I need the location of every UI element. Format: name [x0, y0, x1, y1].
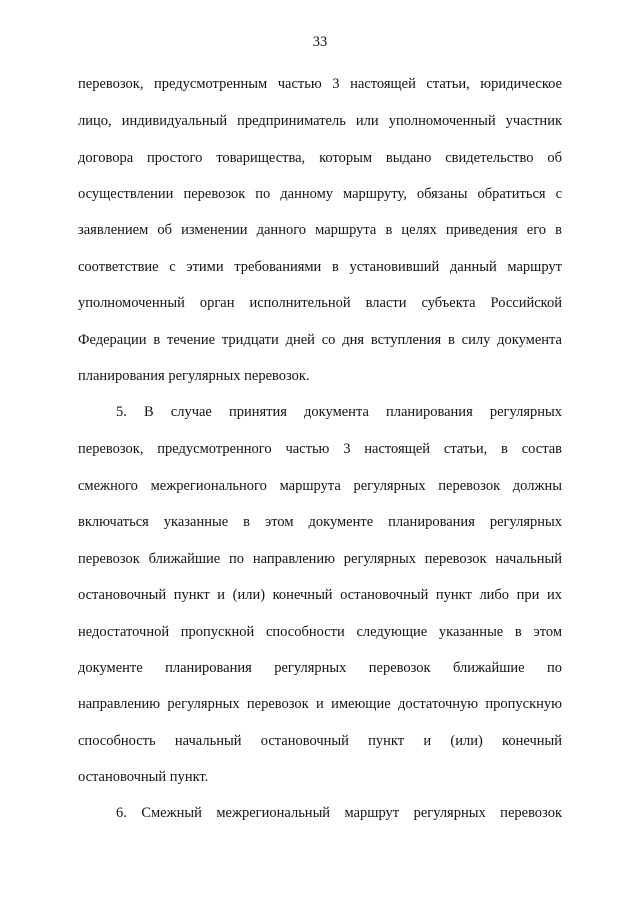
text-line: перевозок ближайшие по направлению регулярных перевозок начальный — [78, 551, 562, 567]
paragraph-5-first-line: 5. В случае принятия документа планирования регулярных — [116, 404, 562, 420]
text-line: остановочный пункт. — [78, 769, 209, 785]
text-line: лицо, индивидуальный предприниматель или уполномоченный участник — [78, 113, 562, 129]
text-line: перевозок, предусмотренного частью 3 настоящей статьи, в состав — [78, 441, 562, 457]
text-line: заявлением об изменении данного маршрута в целях приведения его в — [78, 222, 562, 238]
text-line: договора простого товарищества, которым выдано свидетельство об — [78, 150, 562, 166]
text-line: осуществлении перевозок по данному маршруту, обязаны обратиться с — [78, 186, 562, 202]
text-line: перевозок, предусмотренным частью 3 настоящей статьи, юридическое — [78, 76, 562, 92]
text-line: документе планирования регулярных перевозок ближайшие по — [78, 660, 562, 676]
text-line: включаться указанные в этом документе планирования регулярных — [78, 514, 562, 530]
text-line: способность начальный остановочный пункт и (или) конечный — [78, 733, 562, 749]
text-line: уполномоченный орган исполнительной власти субъекта Российской — [78, 295, 562, 311]
text-line: Федерации в течение тридцати дней со дня вступления в силу документа — [78, 332, 562, 348]
text-line: смежного межрегионального маршрута регулярных перевозок должны — [78, 478, 562, 494]
text-line: направлению регулярных перевозок и имеющие достаточную пропускную — [78, 696, 562, 712]
text-line: планирования регулярных перевозок. — [78, 368, 310, 384]
text-line: остановочный пункт и (или) конечный остановочный пункт либо при их — [78, 587, 562, 603]
text-line: недостаточной пропускной способности следующие указанные в этом — [78, 624, 562, 640]
text-line: соответствие с этими требованиями в установивший данный маршрут — [78, 259, 562, 275]
paragraph-6-first-line: 6. Смежный межрегиональный маршрут регулярных перевозок — [116, 805, 562, 821]
page-number: 33 — [312, 34, 328, 50]
